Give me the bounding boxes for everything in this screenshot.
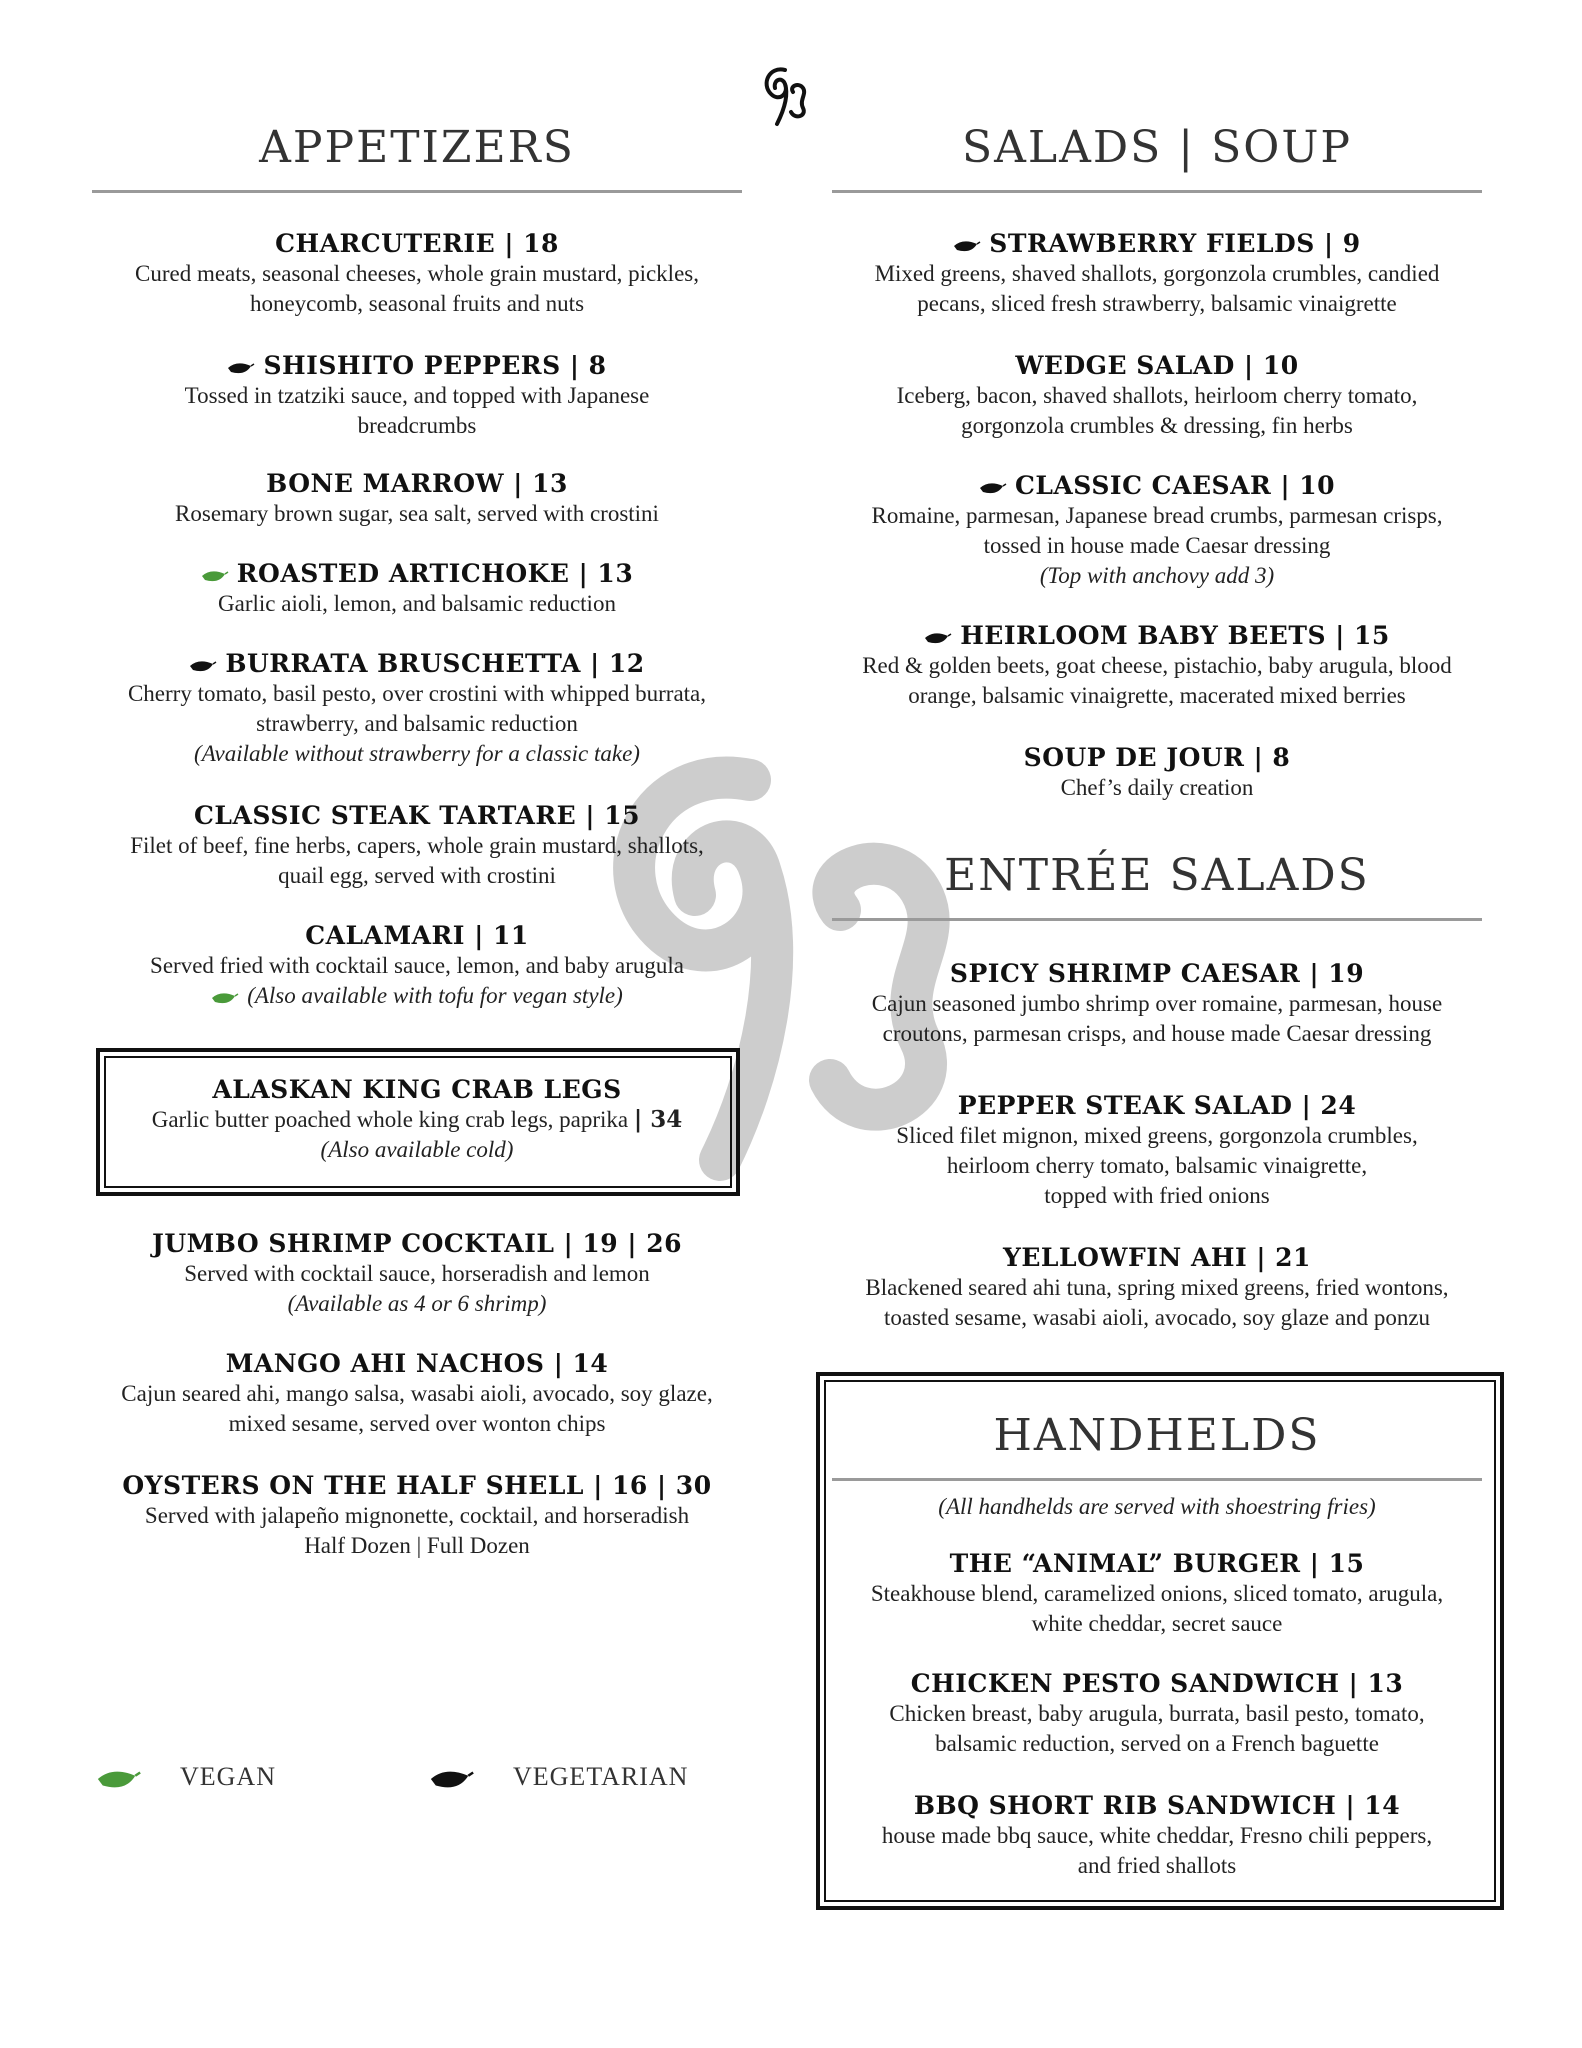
legend-vegan: VEGAN bbox=[92, 1762, 276, 1792]
handhelds-title: HANDHELDS bbox=[993, 1410, 1321, 1461]
vegan-leaf-icon bbox=[211, 990, 239, 1006]
menu-item-chicken-pesto-sandwich: CHICKEN PESTO SANDWICH | 13 Chicken breast, baby arugula, burrata, basil pesto, tomato, balsamic reduction, served on a French baguette bbox=[889, 1669, 1425, 1756]
menu-item-heirloom-baby-beets: HEIRLOOM BABY BEETS | 15 Red & golden beets, goat cheese, pistachio, baby arugula, blood orange, balsamic vinaigrette, macerated mixed berries bbox=[862, 621, 1452, 708]
vegan-leaf-icon bbox=[92, 1766, 146, 1792]
menu-item-charcuterie: CHARCUTERIE | 18 Cured meats, seasonal cheeses, whole grain mustard, pickles, honeycomb, seasonal fruits and nuts bbox=[135, 229, 699, 316]
menu-item-pepper-steak-salad: PEPPER STEAK SALAD | 24 Sliced filet mignon, mixed greens, gorgonzola crumbles, heirloom cherry tomato, balsamic vinaigrette, topped with fried onions bbox=[896, 1091, 1418, 1208]
menu-item-animal-burger: THE “ANIMAL” BURGER | 15 Steakhouse blend, caramelized onions, sliced tomato, arugula, white cheddar, secret sauce bbox=[870, 1549, 1444, 1636]
vegetarian-leaf-icon bbox=[979, 480, 1007, 496]
appetizers-title: APPETIZERS bbox=[259, 122, 575, 173]
vegetarian-leaf-icon bbox=[189, 658, 217, 674]
vegetarian-leaf-icon bbox=[425, 1766, 479, 1792]
menu-item-jumbo-shrimp-cocktail: JUMBO SHRIMP COCKTAIL | 19 | 26 Served with cocktail sauce, horseradish and lemon (Available as 4 or 6 shrimp) bbox=[152, 1229, 682, 1316]
menu-item-oysters-half-shell: OYSTERS ON THE HALF SHELL | 16 | 30 Served with jalapeño mignonette, cocktail, and horseradish Half Dozen | Full Dozen bbox=[122, 1471, 712, 1558]
entree-salads-title: ENTRÉE SALADS bbox=[944, 850, 1370, 901]
entree-salads-divider bbox=[832, 918, 1482, 921]
menu-item-spicy-shrimp-caesar: SPICY SHRIMP CAESAR | 19 Cajun seasoned jumbo shrimp over romaine, parmesan, house croutons, parmesan crisps, and house made Caesar dressing bbox=[871, 959, 1443, 1046]
menu-item-strawberry-fields: STRAWBERRY FIELDS | 9 Mixed greens, shaved shallots, gorgonzola crumbles, candied pecans, sliced fresh strawberry, balsamic vinaigrette bbox=[874, 229, 1440, 316]
menu-item-bone-marrow: BONE MARROW | 13 Rosemary brown sugar, sea salt, served with crostini bbox=[175, 469, 659, 526]
vegan-leaf-icon bbox=[201, 568, 229, 584]
legend-vegetarian: VEGETARIAN bbox=[425, 1762, 688, 1792]
salads-soup-title: SALADS | SOUP bbox=[961, 122, 1353, 173]
menu-item-bbq-short-rib-sandwich: BBQ SHORT RIB SANDWICH | 14 house made bbq sauce, white cheddar, Fresno chili peppers, and fried shallots bbox=[881, 1791, 1433, 1878]
menu-item-classic-steak-tartare: CLASSIC STEAK TARTARE | 15 Filet of beef, fine herbs, capers, whole grain mustard, shallots, quail egg, served with crostini bbox=[130, 801, 704, 888]
vegetarian-leaf-icon bbox=[227, 360, 255, 376]
menu-item-burrata-bruschetta: BURRATA BRUSCHETTA | 12 Cherry tomato, basil pesto, over crostini with whipped burrata, strawberry, and balsamic reduction (Available without strawberry for a classic take) bbox=[127, 649, 707, 766]
menu-item-shishito-peppers: SHISHITO PEPPERS | 8 Tossed in tzatziki sauce, and topped with Japanese breadcrumbs bbox=[184, 351, 650, 438]
menu-item-roasted-artichoke: ROASTED ARTICHOKE | 13 Garlic aioli, lemon, and balsamic reduction bbox=[92, 558, 742, 619]
handhelds-divider bbox=[832, 1478, 1482, 1481]
menu-item-soup-de-jour: SOUP DE JOUR | 8 Chef’s daily creation bbox=[1023, 743, 1291, 800]
menu-item-calamari: CALAMARI | 11 Served fried with cocktail sauce, lemon, and baby arugula (Also available with tofu for vegan style) bbox=[150, 921, 684, 1008]
appetizers-divider bbox=[92, 190, 742, 193]
menu-item-wedge-salad: WEDGE SALAD | 10 Iceberg, bacon, shaved shallots, heirloom cherry tomato, gorgonzola crumbles & dressing, fin herbs bbox=[896, 351, 1418, 438]
salads-soup-divider bbox=[832, 190, 1482, 193]
menu-item-mango-ahi-nachos: MANGO AHI NACHOS | 14 Cajun seared ahi, mango salsa, wasabi aioli, avocado, soy glaze, mixed sesame, served over wonton chips bbox=[121, 1349, 713, 1436]
vegetarian-leaf-icon bbox=[953, 238, 981, 254]
menu-item-alaskan-king-crab-legs: ALASKAN KING CRAB LEGS Garlic butter poached whole king crab legs, paprika | 34 (Also available cold) bbox=[151, 1075, 683, 1162]
menu-item-classic-caesar: CLASSIC CAESAR | 10 Romaine, parmesan, Japanese bread crumbs, parmesan crisps, tossed in house made Caesar dressing (Top with anchovy add 3) bbox=[871, 471, 1443, 588]
menu-item-yellowfin-ahi: YELLOWFIN AHI | 21 Blackened seared ahi tuna, spring mixed greens, fried wontons, toasted sesame, wasabi aioli, avocado, soy glaze and ponzu bbox=[865, 1243, 1449, 1330]
logo-icon bbox=[755, 62, 827, 132]
handhelds-subtitle: (All handhelds are served with shoestring fries) bbox=[938, 1494, 1376, 1519]
vegetarian-leaf-icon bbox=[924, 630, 952, 646]
